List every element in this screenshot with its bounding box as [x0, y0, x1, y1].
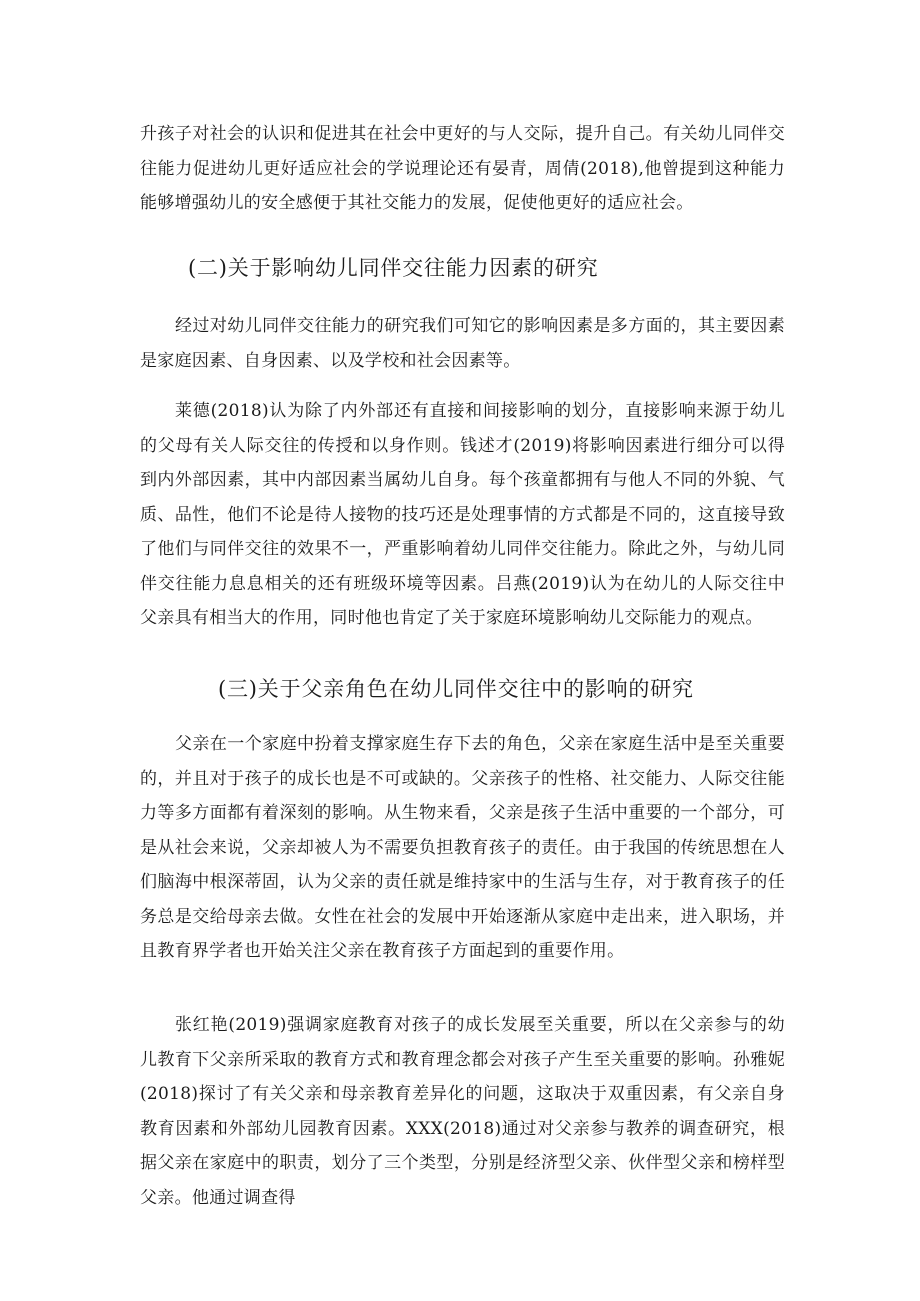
- paragraph-influencing-factors: 经过对幼儿同伴交往能力的研究我们可知它的影响因素是多方面的，其主要因素是家庭因素、自身因素、以及学校和社会因素等。: [140, 316, 785, 371]
- section-heading-2: (二)关于影响幼儿同伴交往能力因素的研究: [188, 256, 599, 280]
- paragraph-research-review: 莱德(2018)认为除了内外部还有直接和间接影响的划分，直接影响来源于幼儿的父母有关人际交往的传授和以身作则。钱述才(2019)将影响因素进行细分可以得到内外部因素，其中内部因素当属幼儿自身。每个孩童都拥有与他人不同的外貌、气质、品性，他们不论是待人接物的技巧还是处理事情的方式都是不同的，这直接导致了他们与同伴交往的效果不一，严重影响着幼儿同伴交往能力。除此之外，与幼儿同伴交往能力息息相关的还有班级环境等因素。吕燕(2019)认为在幼儿的人际交往中父亲具有相当大的作用，同时他也肯定了关于家庭环境影响幼儿交际能力的观点。: [140, 401, 785, 628]
- paragraph-father-studies: 张红艳(2019)强调家庭教育对孩子的成长发展至关重要，所以在父亲参与的幼儿教育下父亲所采取的教育方式和教育理念都会对孩子产生至关重要的影响。孙雅妮(2018)探讨了有关父亲和母亲教育差异化的问题，这取决于双重因素，有父亲自身教育因素和外部幼儿园教育因素。XXX(2018)通过对父亲参与教养的调查研究，根据父亲在家庭中的职责，划分了三个类型，分别是经济型父亲、伙伴型父亲和榜样型父亲。他通过调查得: [140, 1015, 785, 1208]
- paragraph-father-role: 父亲在一个家庭中扮着支撑家庭生存下去的角色，父亲在家庭生活中是至关重要的，并且对于孩子的成长也是不可或缺的。父亲孩子的性格、社交能力、人际交往能力等多方面都有着深刻的影响。从生物来看，父亲是孩子生活中重要的一个部分，可是从社会来说，父亲却被人为不需要负担教育孩子的责任。由于我国的传统思想在人们脑海中根深蒂固，认为父亲的责任就是维持家中的生活与生存，对于教育孩子的任务总是交给母亲去做。女性在社会的发展中开始逐渐从家庭中走出来，进入职场，并且教育界学者也开始关注父亲在教育孩子方面起到的重要作用。: [140, 734, 785, 961]
- section-heading-3: (三)关于父亲角色在幼儿同伴交往中的影响的研究: [218, 677, 694, 701]
- paragraph-continuation: 升孩子对社会的认识和促进其在社会中更好的与人交际，提升自己。有关幼儿同伴交往能力促进幼儿更好适应社会的学说理论还有晏青，周倩(2018),他曾提到这种能力能够增强幼儿的安全感便于其社交能力的发展，促使他更好的适应社会。: [140, 124, 785, 213]
